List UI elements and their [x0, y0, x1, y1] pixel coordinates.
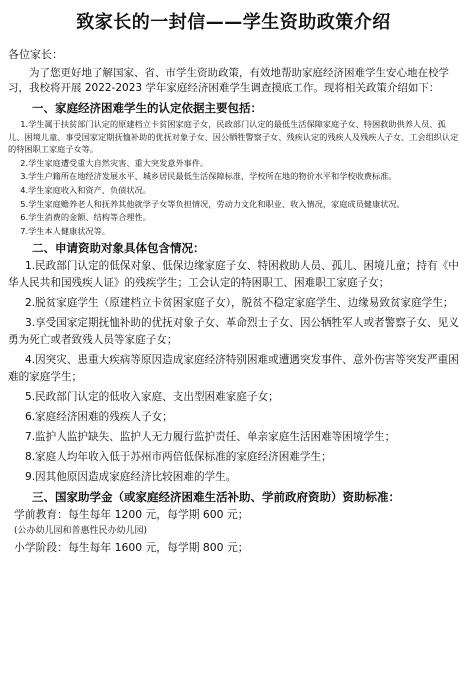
criteria-item: 3.学生户籍所在地经济发展水平、城乡居民最低生活保障标准，学校所在地的物价水平和学校收费标准。: [20, 171, 397, 182]
eligibility-item: 3.享受国家定期抚恤补助的优抚对象子女、革命烈士子女、因公牺牲军人或者警察子女、见义勇为死亡或者致残人员等家庭子女；: [8, 317, 459, 347]
eligibility-item: 9.因其他原因造成家庭经济比较困难的学生。: [24, 471, 237, 484]
eligibility-item: 8.家庭人均年收入低于苏州市两倍低保标准的家庭经济困难学生；: [24, 451, 332, 464]
page-title: 致家长的一封信——学生资助政策介绍: [76, 12, 391, 33]
criteria-item: 4.学生家庭收入和资产、负债状况。: [20, 184, 151, 195]
criteria-item: 7.学生本人健康状况等。: [20, 225, 110, 236]
preschool-standard: 学前教育：每生每年 1200 元，每学期 600 元；: [14, 508, 249, 522]
section2-list: [8, 258, 459, 486]
section1-list: [8, 118, 459, 237]
section1-heading: 一、家庭经济困难学生的认定依据主要包括：: [32, 101, 262, 115]
section3-heading: 三、国家助学金（或家庭经济困难生活补助、学前政府资助）资助标准：: [32, 490, 400, 505]
criteria-item: 6.学生消费的金额、结构等合理性。: [20, 212, 151, 223]
criteria-item: 2.学生家庭遭受重大自然灾害、重大突发意外事件。: [20, 157, 209, 168]
eligibility-item: 1.民政部门认定的低保对象、低保边缘家庭子女、特困救助人员、孤儿、困境儿童；持有《中华人民共和国残疾人证》的残疾学生；工会认定的特困职工、困难职工家庭子女；: [8, 260, 459, 290]
eligibility-item: 5.民政部门认定的低收入家庭、支出型困难家庭子女；: [24, 391, 279, 404]
eligibility-item: 4.因突灾、患重大疾病等原因造成家庭经济特别困难或遭遇突发事件、意外伤害等突发严重困难的家庭学生；: [8, 354, 459, 384]
eligibility-item: 7.监护人监护缺失、监护人无力履行监护责任、单亲家庭生活困难等困境学生；: [24, 431, 396, 444]
intro-paragraph: 为了您更好地了解国家、省、市学生资助政策，有效地帮助家庭经济困难学生安心地在校学习，我校将开展 2022-2023 学年家庭经济困难学生调查摸底工作。现将相关政策介绍如下：: [8, 67, 449, 94]
primary-standard: 小学阶段：每生每年 1600 元，每学期 800 元；: [14, 541, 249, 555]
eligibility-item: 6.家庭经济困难的残疾人子女；: [24, 411, 173, 424]
greeting: 各位家长：: [8, 48, 63, 61]
section2-heading: 二、申请资助对象具体包含情况：: [32, 241, 205, 256]
criteria-item: 1.学生属于扶贫部门认定的原建档立卡贫困家庭子女，民政部门认定的最低生活保障家庭子女、特困救助供养人员、孤儿、困境儿童、事受国家定期抚恤补助的优抚对象子女、因公牺牲警察子女、残疾认定的残疾人及残疾人子女、工会组织认定的特困职工家庭子女等。: [8, 119, 459, 155]
eligibility-item: 2.脱贫家庭学生（原建档立卡贫困家庭子女），脱贫不稳定家庭学生、边缘易致贫家庭学生；: [24, 297, 454, 310]
criteria-item: 5.学生家庭赡养老人和抚养其他就学子女等负担情况，劳动力文化和职业、收入情况，家庭成员健康状况。: [20, 198, 405, 209]
preschool-note: (公办幼儿园和普惠性民办幼儿园): [14, 526, 148, 537]
